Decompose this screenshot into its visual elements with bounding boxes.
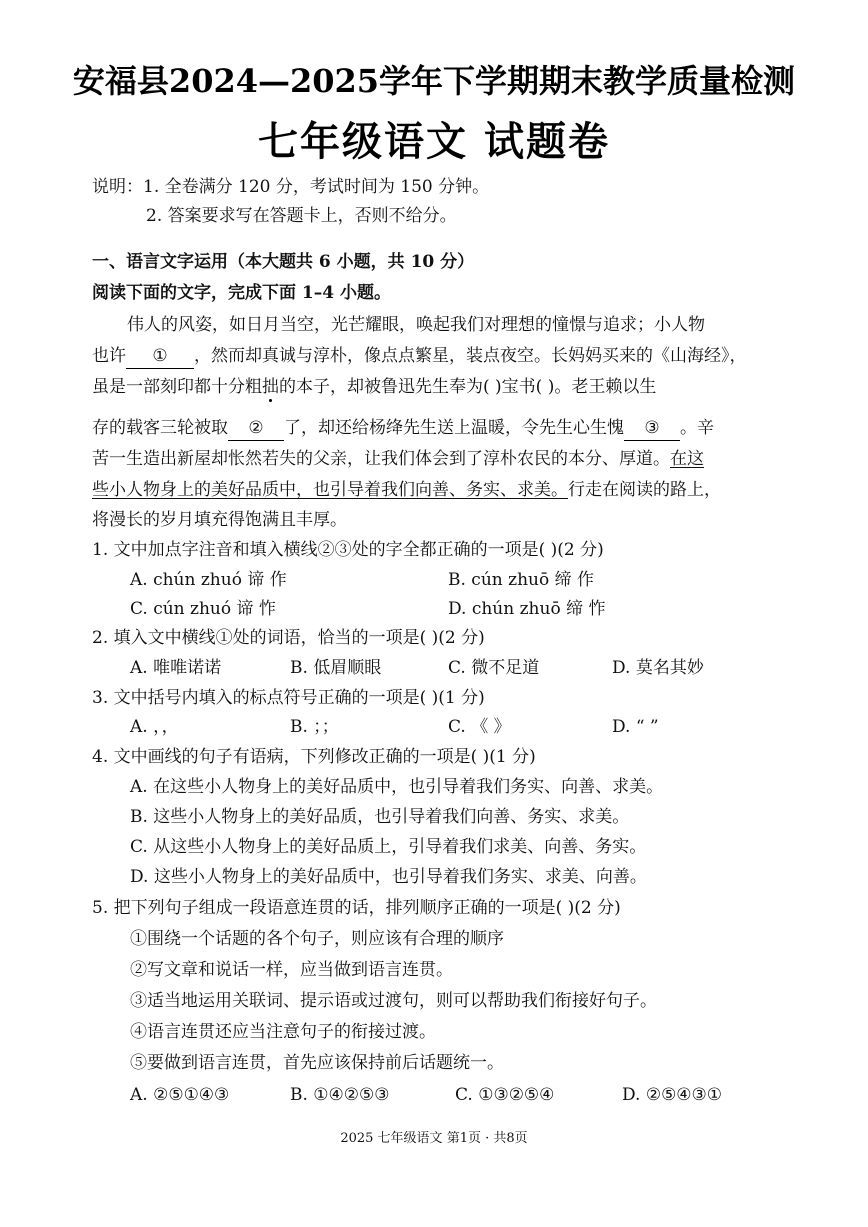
passage-text: ，然而却真诚与淳朴，像点点繁星，装点夜空。长妈妈买来的《山海经》，: [194, 346, 747, 366]
question-3-stem: 3. 文中括号内填入的标点符号正确的一项是( )(1 分): [92, 688, 485, 708]
dotted-char: 拙: [262, 377, 279, 397]
passage-text: 行走在阅读的路上，: [568, 480, 721, 500]
passage-text: 存的载客三轮被取: [92, 418, 228, 438]
question-2-option-c: C. 微不足道: [448, 658, 540, 678]
blank-3: ③: [624, 416, 680, 441]
question-2-option-a: A. 唯唯诺诺: [130, 658, 222, 678]
passage-line-2: [92, 344, 747, 369]
page-footer: 2025 七年级语文 第1页 · 共8页: [340, 1131, 528, 1146]
question-3-option-d: D. “ ”: [612, 717, 659, 737]
question-4-option-c: C. 从这些小人物身上的美好品质上，引导着我们求美、向善、务实。: [130, 837, 647, 857]
question-5-option-a: A. ②⑤①④③: [130, 1085, 230, 1105]
question-4-option-d: D. 这些小人物身上的美好品质中，也引导着我们务实、求美、向善。: [130, 867, 647, 887]
question-1-option-d: D. chún zhuō 缔 怍: [448, 599, 606, 619]
passage-text: 。辛: [680, 418, 714, 438]
underlined-sentence: 些小人物身上的美好品质中，也引导着我们向善、务实、求美。: [92, 480, 568, 500]
underlined-sentence: 在这: [670, 449, 704, 469]
passage-text: 苦一生造出新屋却怅然若失的父亲，让我们体会到了淳朴农民的本分、厚道。: [92, 449, 670, 469]
passage-line-1: 伟人的风姿，如日月当空，光芒耀眼，唤起我们对理想的憧憬与追求；小人物: [127, 315, 705, 335]
question-5-sentence: ②写文章和说话一样，应当做到语言连贯。: [130, 960, 453, 980]
section-heading: 一、语言文字运用（本大题共 6 小题，共 10 分）: [92, 252, 475, 272]
passage-line-3: [92, 375, 656, 399]
question-5-sentence: ⑤要做到语言连贯，首先应该保持前后话题统一。: [130, 1053, 504, 1073]
blank-1: ①: [126, 344, 194, 369]
question-5-stem: 5. 把下列句子组成一段语意连贯的话，排列顺序正确的一项是( )(2 分): [92, 898, 621, 918]
question-2-option-d: D. 莫名其妙: [612, 658, 704, 678]
notes-line-1: 说明：1. 全卷满分 120 分，考试时间为 150 分钟。: [92, 177, 490, 197]
question-1-option-a: A. chún zhuó 谛 作: [130, 570, 287, 590]
question-5-option-d: D. ②⑤④③①: [622, 1085, 723, 1105]
question-3-option-c: C. 《 》: [448, 717, 511, 737]
question-4-option-a: A. 在这些小人物身上的美好品质中，也引导着我们务实、向善、求美。: [130, 777, 664, 797]
passage-text: 了，却还给杨绛先生送上温暖，令先生心生愧: [284, 418, 624, 438]
question-5-sentence: ③适当地运用关联词、提示语或过渡句，则可以帮助我们衔接好句子。: [130, 991, 657, 1011]
blank-2: ②: [228, 416, 284, 441]
passage-line-5: [92, 447, 704, 471]
passage-text: 虽是一部刻印都十分粗: [92, 377, 262, 397]
question-5-sentence: ①围绕一个话题的各个句子，则应该有合理的顺序: [130, 929, 504, 949]
passage-text: 也许: [92, 346, 126, 366]
passage-line-6: [92, 478, 721, 502]
question-1-option-c: C. cún zhuó 谛 怍: [130, 599, 276, 619]
passage-line-4: [92, 416, 714, 441]
question-2-stem: 2. 填入文中横线①处的词语，恰当的一项是( )(2 分): [92, 628, 485, 648]
question-1-option-b: B. cún zhuō 缔 作: [448, 570, 595, 590]
passage-line-7: 将漫长的岁月填充得饱满且丰厚。: [92, 510, 347, 530]
section-instruction: 阅读下面的文字，完成下面 1–4 小题。: [92, 283, 391, 303]
question-5-sentence: ④语言连贯还应当注意句子的衔接过渡。: [130, 1022, 436, 1042]
question-5-option-b: B. ①④②⑤③: [290, 1085, 390, 1105]
question-4-option-b: B. 这些小人物身上的美好品质，也引导着我们向善、务实、求美。: [130, 807, 630, 827]
passage-text: 的本子，却被鲁迅先生奉为( )宝书( )。老王赖以生: [279, 377, 657, 397]
question-3-option-b: B. ；；: [290, 717, 339, 737]
question-5-option-c: C. ①③②⑤④: [455, 1085, 555, 1105]
question-2-option-b: B. 低眉顺眼: [290, 658, 382, 678]
exam-subtitle: 七年级语文 试题卷: [258, 118, 610, 165]
notes-line-2: 2. 答案要求写在答题卡上，否则不给分。: [146, 206, 457, 226]
exam-title: 安福县2024—2025学年下学期期末教学质量检测: [72, 62, 796, 100]
question-3-option-a: A. ，，: [130, 717, 179, 737]
question-1-stem: 1. 文中加点字注音和填入横线②③处的字全都正确的一项是( )(2 分): [92, 540, 604, 560]
question-4-stem: 4. 文中画线的句子有语病，下列修改正确的一项是( )(1 分): [92, 747, 536, 767]
